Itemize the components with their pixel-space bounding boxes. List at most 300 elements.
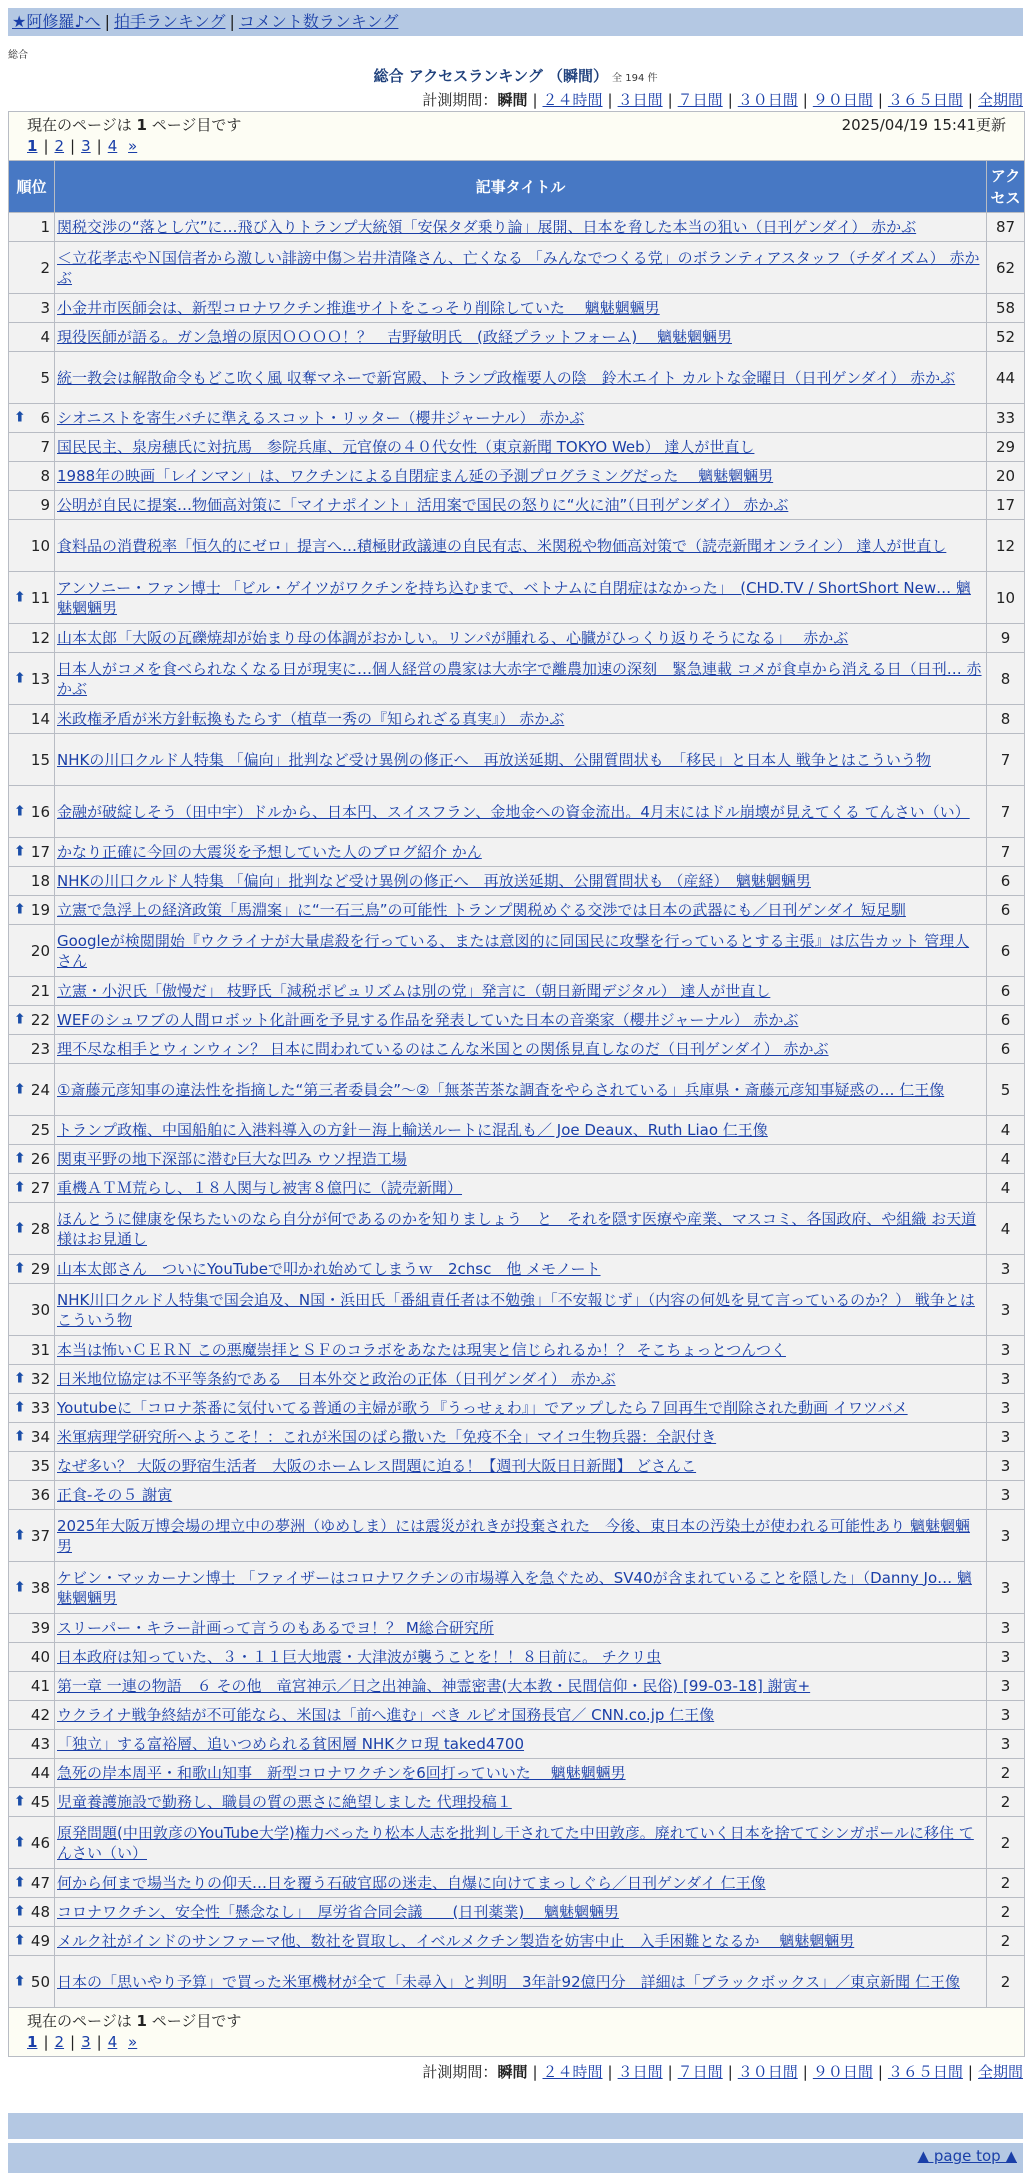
table-row: [9, 1064, 1025, 1116]
table-row: [9, 1116, 1025, 1145]
period-separator: |: [607, 91, 613, 109]
rank-number: 42: [30, 1706, 50, 1724]
current-page-number: 1: [136, 2012, 147, 2030]
rank-number: 2: [40, 258, 50, 277]
rank-cell: [9, 1255, 55, 1284]
article-link[interactable]: 関東平野の地下深部に潜む巨大な凹み ウソ捏造工場: [57, 1150, 407, 1168]
period-separator: |: [727, 91, 733, 109]
period-link-2[interactable]: ３日間: [617, 2063, 663, 2081]
title-cell: [55, 734, 987, 786]
title-cell: [55, 1701, 987, 1730]
article-link[interactable]: Youtubeに「コロナ茶番に気付いてる普通の主婦が歌う『うっせぇわ』」でアップしたら７回再生で削除された動画 イワツバメ: [57, 1399, 908, 1417]
table-row: [9, 1898, 1025, 1927]
article-link[interactable]: アンソニー・ファン博士 「ビル・ゲイツがワクチンを持ち込むまで、ベトナムに自閉症はなかった」 (CHD.TV / ShortShort New… 魑魅魍魎男: [57, 578, 971, 617]
rank-number: 9: [40, 496, 50, 514]
table-row: [9, 838, 1025, 867]
title-cell: [55, 1481, 987, 1510]
rank-up-arrow-icon: ⬆: [14, 670, 26, 687]
rank-number: 3: [40, 299, 50, 317]
page-separator: |: [43, 2033, 49, 2051]
article-link[interactable]: 原発問題(中田敦彦のYouTube大学)権力べったり松本人志を批判し干されてた中田敦彦。廃れていく日本を捨ててシンガポールに移住 てんさい（い）: [57, 1823, 974, 1862]
ranking-table: [8, 111, 1025, 2057]
title-cell: [55, 1394, 987, 1423]
article-link[interactable]: ①斎藤元彦知事の違法性を指摘した“第三者委員会”～②「無茶苦茶な調査をやらされている」兵庫県・斎藤元彦知事疑惑の… 仁王像: [57, 1080, 945, 1099]
rank-number: 44: [30, 1764, 50, 1782]
updated-timestamp: 2025/04/19 15:41更新: [841, 116, 1007, 134]
rank-cell: [9, 925, 55, 977]
title-cell: [55, 1956, 987, 2008]
rank-number: 7: [40, 438, 50, 456]
period-label: 計測期間：: [422, 2063, 498, 2081]
rank-number: 48: [30, 1903, 50, 1921]
page-link-2[interactable]: 2: [54, 2033, 65, 2051]
period-link-5[interactable]: ９０日間: [812, 91, 873, 109]
rank-number: 20: [30, 941, 50, 960]
rank-cell: [9, 1701, 55, 1730]
page-links-top: [27, 136, 1006, 158]
table-row: [9, 1203, 1025, 1255]
title-cell: [55, 867, 987, 896]
title-cell: [55, 433, 987, 462]
rank-number: 24: [30, 1080, 50, 1099]
page-link-3[interactable]: 3: [81, 2033, 91, 2051]
article-link[interactable]: 国民民主、泉房穂氏に対抗馬 参院兵庫、元官僚の４０代女性（東京新聞 TOKYO Web） 達人が世直し: [57, 438, 755, 456]
access-count: 3: [987, 1672, 1025, 1701]
rank-cell: [9, 786, 55, 838]
rank-up-arrow-icon: ⬆: [14, 1973, 26, 1990]
page-link-3[interactable]: 3: [81, 137, 91, 155]
period-link-3[interactable]: ７日間: [677, 91, 723, 109]
table-row: [9, 462, 1025, 491]
rank-number: 39: [30, 1619, 50, 1637]
title-cell: [55, 1365, 987, 1394]
period-link-1[interactable]: ２４時間: [542, 91, 603, 109]
table-row: [9, 213, 1025, 242]
article-link[interactable]: 理不尽な相手とウィンウィン？ 日本に問われているのはこんな米国との関係見直しなのだ（日刊ゲンダイ） 赤かぶ: [57, 1040, 829, 1058]
table-row: [9, 491, 1025, 520]
table-row: [9, 1869, 1025, 1898]
article-link[interactable]: 米政権矛盾が米方針転換もたらす（植草一秀の『知られざる真実』） 赤かぶ: [57, 710, 565, 728]
article-link[interactable]: 第一章 一連の物語 ６ その他 竜宮神示／日之出神論、神霊密書(大本教・民間信仰・民俗) [99-03-18] 謝寅+: [57, 1677, 811, 1695]
access-count: 3: [987, 1643, 1025, 1672]
title-cell: [55, 1759, 987, 1788]
article-link[interactable]: 統一教会は解散命令もどこ吹く風 収奪マネーで新宮殿、トランプ政権要人の陰 鈴木エイト カルトな金曜日（日刊ゲンダイ） 赤かぶ: [57, 368, 956, 387]
title-cell: [55, 1730, 987, 1759]
rank-number: 50: [30, 1972, 50, 1991]
rank-up-arrow-icon: ⬆: [14, 1370, 26, 1387]
table-row: [9, 242, 1025, 294]
article-link[interactable]: 何から何まで場当たりの仰天…日を覆う石破官邸の迷走、自爆に向けてまっしぐら／日刊ゲンダイ 仁王像: [57, 1874, 766, 1892]
rank-up-arrow-icon: ⬆: [14, 1932, 26, 1949]
period-link-6[interactable]: ３６５日間: [887, 91, 963, 109]
rank-cell: [9, 1336, 55, 1365]
header-rank: 順位: [9, 161, 55, 213]
page-link-4[interactable]: 4: [107, 137, 118, 155]
access-count: 9: [987, 624, 1025, 653]
rank-cell: [9, 653, 55, 705]
period-selector-top: [0, 89, 1023, 111]
access-count: 2: [987, 1788, 1025, 1817]
table-row: [9, 1284, 1025, 1336]
article-link[interactable]: メルク社がインドのサンファーマ他、数社を買取し、イベルメクチン製造を妨害中止 入手困難となるか 魑魅魍魎男: [57, 1932, 855, 1950]
article-link[interactable]: 山本太郎「大阪の瓦礫焼却が始まり母の体調がおかしい。リンパが腫れる、心臓がひっくり返りそうになる」 赤かぶ: [57, 629, 849, 647]
article-link[interactable]: ケビン・マッカーナン博士 「ファイザーはコロナワクチンの市場導入を急ぐため、SV40が含まれていることを隠した」（Danny Jo… 魑魅魍魎男: [57, 1568, 972, 1607]
page-link-1[interactable]: 1: [27, 2033, 38, 2051]
access-count: 6: [987, 977, 1025, 1006]
table-row: [9, 1614, 1025, 1643]
period-separator: |: [532, 2063, 538, 2081]
period-link-7[interactable]: 全期間: [977, 91, 1023, 109]
period-separator: |: [877, 2063, 883, 2081]
rank-up-arrow-icon: ⬆: [14, 1399, 26, 1416]
access-count: 33: [987, 404, 1025, 433]
article-link[interactable]: 「独立」する富裕層、追いつめられる貧困層 NHKクロ現 taked4700: [57, 1735, 525, 1753]
access-count: 6: [987, 896, 1025, 925]
table-row: [9, 1788, 1025, 1817]
access-count: 52: [987, 323, 1025, 352]
article-link[interactable]: ほんとうに健康を保ちたいのなら自分が何であるのかを知りましょう と それを隠す医療や産業、マスコミ、各国政府、や組織 お天道様はお見通し: [57, 1209, 977, 1248]
rank-up-arrow-icon: ⬆: [14, 1011, 26, 1028]
article-link[interactable]: 金融が破綻しそう（田中宇）ドルから、日本円、スイスフラン、金地金への資金流出。4月末にはドル崩壊が見えてくる てんさい（い）: [57, 802, 970, 821]
table-row: [9, 433, 1025, 462]
current-page-text: 現在のページは 1 ページ目です: [27, 116, 242, 134]
access-count: 3: [987, 1614, 1025, 1643]
access-count: 3: [987, 1701, 1025, 1730]
table-row: [9, 520, 1025, 572]
title-cell: [55, 1035, 987, 1064]
article-link[interactable]: 児童養護施設で勤務し、職員の質の悪さに絶望しました 代理投稿１: [57, 1793, 512, 1811]
article-link[interactable]: 現役医師が語る。ガン急増の原因ＯＯＯＯ！？ 吉野敏明氏 (政経プラットフォーム) 魑魅魍魎男: [57, 328, 732, 346]
title-cell: [55, 1006, 987, 1035]
page-separator: |: [96, 2033, 102, 2051]
table-row: [9, 404, 1025, 433]
page-spacer: [117, 2033, 122, 2051]
title-cell: [55, 1452, 987, 1481]
table-row: [9, 1956, 1025, 2008]
table-row: [9, 1730, 1025, 1759]
article-link[interactable]: WEFのシュワブの人間ロボット化計画を予見する作品を発表していた日本の音楽家（櫻井ジャーナル） 赤かぶ: [57, 1011, 799, 1029]
article-link[interactable]: 日本政府は知っていた、３・１１巨大地震・大津波が襲うことを！！８日前に。 チクリ虫: [57, 1648, 662, 1666]
period-link-3[interactable]: ７日間: [677, 2063, 723, 2081]
article-link[interactable]: 小金井市医師会は、新型コロナワクチン推進サイトをこっそり削除していた 魑魅魍魎男: [57, 299, 660, 317]
rank-number: 33: [30, 1399, 50, 1417]
table-row: [9, 624, 1025, 653]
rank-up-arrow-icon: ⬆: [14, 901, 26, 918]
article-link[interactable]: NHKの川口クルド人特集 「偏向」批判など受け異例の修正へ 再放送延期、公開質問状も （産経） 魑魅魍魎男: [57, 872, 811, 890]
title-cell: [55, 1927, 987, 1956]
title-cell: [55, 1869, 987, 1898]
rank-number: 14: [30, 710, 50, 728]
rank-cell: [9, 1643, 55, 1672]
table-row: [9, 352, 1025, 404]
title-cell: [55, 520, 987, 572]
article-link[interactable]: 日米地位協定は不平等条約である 日本外交と政治の正体（日刊ゲンダイ） 赤かぶ: [57, 1370, 616, 1388]
rank-up-arrow-icon: ⬆: [14, 1579, 26, 1596]
period-separator: |: [967, 2063, 973, 2081]
next-page-link[interactable]: »: [128, 2033, 138, 2051]
rank-up-arrow-icon: ⬆: [14, 1834, 26, 1851]
page-separator: |: [70, 2033, 76, 2051]
title-cell: [55, 1423, 987, 1452]
rank-cell: [9, 1145, 55, 1174]
current-page-text: [27, 2010, 241, 2032]
period-link-6[interactable]: ３６５日間: [887, 2063, 963, 2081]
rank-number: 32: [30, 1370, 50, 1388]
article-link[interactable]: かなり正確に今回の大震災を予想していた人のブログ紹介 かん: [57, 843, 482, 861]
table-row: [9, 1643, 1025, 1672]
page-links-bottom: [27, 2032, 1006, 2054]
title-cell: [55, 1255, 987, 1284]
rank-up-arrow-icon: ⬆: [14, 409, 26, 426]
nav-separator: |: [104, 12, 110, 31]
period-current: 瞬間: [497, 2063, 528, 2081]
period-current: 瞬間: [497, 91, 528, 109]
article-link[interactable]: スリーパー・キラー計画って言うのもあるでヨ！？ M総合研究所: [57, 1619, 494, 1637]
article-link[interactable]: 急死の岸本周平・和歌山知事 新型コロナワクチンを6回打っていいた 魑魅魍魎男: [57, 1764, 626, 1782]
current-page-prefix: 現在のページは: [27, 2012, 137, 2030]
table-row: [9, 1510, 1025, 1562]
rank-up-arrow-icon: ⬆: [14, 1527, 26, 1544]
rank-cell: [9, 433, 55, 462]
article-link[interactable]: 立憲で急浮上の経済政策「馬淵案」に“一石三鳥”の可能性 トランプ関税めぐる交渉では日本の武器にも／日刊ゲンダイ 短足馴: [57, 901, 906, 919]
rank-cell: [9, 624, 55, 653]
rank-cell: [9, 1284, 55, 1336]
article-link[interactable]: 関税交渉の“落とし穴”に…飛び入りトランプ大統領「安保タダ乗り論」展開、日本を脅した本当の狙い（日刊ゲンダイ） 赤かぶ: [57, 218, 917, 236]
rank-number: 8: [40, 467, 50, 485]
access-count: 6: [987, 1006, 1025, 1035]
rank-number: 15: [30, 750, 50, 769]
rank-number: 45: [30, 1793, 50, 1811]
article-link[interactable]: シオニストを寄生バチに準えるスコット・リッター（櫻井ジャーナル） 赤かぶ: [57, 409, 585, 427]
title-cell: [55, 1116, 987, 1145]
article-link[interactable]: 公明が自民に提案…物価高対策に「マイナポイント」活用案で国民の怒りに“火に油”（日刊ゲンダイ） 赤かぶ: [57, 496, 789, 514]
rank-number: 6: [40, 409, 50, 427]
current-page-suffix: ページ目です: [146, 2012, 242, 2030]
table-row: [9, 734, 1025, 786]
title-cell: [55, 491, 987, 520]
period-link-4[interactable]: ３０日間: [737, 91, 798, 109]
access-count: 12: [987, 520, 1025, 572]
title-cell: [55, 1817, 987, 1869]
rank-number: 43: [30, 1735, 50, 1753]
table-row: [9, 1927, 1025, 1956]
title-cell: [55, 838, 987, 867]
period-separator: |: [802, 2063, 808, 2081]
access-count: 2: [987, 1927, 1025, 1956]
rank-cell: [9, 1956, 55, 2008]
rank-cell: [9, 1898, 55, 1927]
article-link[interactable]: 本当は怖いＣＥＲＮ この悪魔崇拝とＳＦのコラボをあなたは現実と信じられるか！？ そこちょっとつんつく: [57, 1341, 786, 1359]
page-link-1[interactable]: 1: [27, 137, 38, 155]
page-top-link[interactable]: ▲ page top ▲: [917, 2147, 1017, 2165]
access-count: 2: [987, 1759, 1025, 1788]
period-separator: |: [532, 91, 538, 109]
rank-cell: [9, 1510, 55, 1562]
table-row: [9, 1481, 1025, 1510]
rank-cell: [9, 294, 55, 323]
rank-cell: [9, 1394, 55, 1423]
access-count: 3: [987, 1336, 1025, 1365]
rank-cell: [9, 896, 55, 925]
rank-cell: [9, 838, 55, 867]
rank-up-arrow-icon: ⬆: [14, 1220, 26, 1237]
article-link[interactable]: 日本人がコメを食べられなくなる日が現実に…個人経営の農家は大赤字で離農加速の深刻 緊急連載 コメが食卓から消える日（日刊… 赤かぶ: [57, 659, 982, 698]
article-link[interactable]: NHKの川口クルド人特集 「偏向」批判など受け異例の修正へ 再放送延期、公開質問状も 「移民」と日本人 戦争とはこういう物: [57, 750, 931, 769]
rank-number: 16: [30, 802, 50, 821]
article-link[interactable]: 1988年の映画「レインマン」は、ワクチンによる自閉症まん延の予測プログラミングだった 魑魅魍魎男: [57, 467, 774, 485]
article-link[interactable]: 立憲・小沢氏「傲慢だ」 枝野氏「減税ポピュリズムは別の党」発言に（朝日新聞デジタル） 達人が世直し: [57, 982, 771, 1000]
header-title: 記事タイトル: [55, 161, 987, 213]
title-cell: [55, 624, 987, 653]
rank-cell: [9, 977, 55, 1006]
title-cell: [55, 1643, 987, 1672]
access-count: 3: [987, 1255, 1025, 1284]
rank-number: 28: [30, 1219, 50, 1238]
article-link[interactable]: 正食-その５ 謝寅: [57, 1486, 173, 1504]
rank-number: 49: [30, 1932, 50, 1950]
article-link[interactable]: ウクライナ戦争終結が不可能なら、米国は「前へ進む」べき ルビオ国務長官／ CNN.co.jp 仁王像: [57, 1706, 715, 1724]
article-link[interactable]: 山本太郎さん ついにYouTubeで叩かれ始めてしまうｗ 2chsc 他 メモノート: [57, 1260, 601, 1278]
article-link[interactable]: 日本の「思いやり予算」で買った米軍機材が全て「未尋入」と判明 3年計92億円分 詳細は「ブラックボックス」／東京新聞 仁王像: [57, 1972, 960, 1991]
access-count: 4: [987, 1116, 1025, 1145]
article-link[interactable]: NHK川口クルド人特集で国会追及、N国・浜田氏「番組責任者は不勉強」「不安報じず」（内容の何処を見て言っているのか？） 戦争とはこういう物: [57, 1290, 975, 1329]
clap-ranking-link[interactable]: 拍手ランキング: [113, 12, 226, 31]
title-cell: [55, 1145, 987, 1174]
period-link-4[interactable]: ３０日間: [737, 2063, 798, 2081]
rank-up-arrow-icon: ⬆: [14, 843, 26, 860]
period-link-5[interactable]: ９０日間: [812, 2063, 873, 2081]
home-link[interactable]: ★阿修羅♪へ: [12, 12, 101, 31]
rank-cell: [9, 404, 55, 433]
page-link-2[interactable]: 2: [54, 137, 65, 155]
pager-top: [9, 112, 1025, 161]
rank-number: 40: [30, 1648, 50, 1666]
table-row: [9, 1336, 1025, 1365]
title-cell: [55, 705, 987, 734]
rank-number: 26: [30, 1150, 50, 1168]
rank-number: 21: [30, 982, 50, 1000]
article-link[interactable]: トランプ政権、中国船舶に入港料導入の方針－海上輸送ルートに混乱も／ Joe Deaux、Ruth Liao 仁王像: [57, 1121, 768, 1139]
table-row: [9, 1452, 1025, 1481]
table-row: [9, 896, 1025, 925]
page-separator: |: [96, 137, 102, 155]
rank-cell: [9, 1788, 55, 1817]
rank-cell: [9, 1365, 55, 1394]
rank-number: 38: [30, 1578, 50, 1597]
article-link[interactable]: 米軍病理学研究所へようこそ！：これが米国のばら撒いた「免疫不全」マイコ生物兵器：全訳付き: [57, 1428, 717, 1446]
rank-cell: [9, 572, 55, 624]
table-row: [9, 653, 1025, 705]
rank-cell: [9, 1672, 55, 1701]
rank-up-arrow-icon: ⬆: [14, 803, 26, 820]
rank-cell: [9, 1759, 55, 1788]
title-cell: [55, 404, 987, 433]
rank-cell: [9, 462, 55, 491]
access-count: 3: [987, 1562, 1025, 1614]
title-cell: [55, 653, 987, 705]
rank-cell: [9, 323, 55, 352]
rank-number: 27: [30, 1179, 50, 1197]
title-cell: [55, 896, 987, 925]
rank-number: 41: [30, 1677, 50, 1695]
rank-up-arrow-icon: ⬆: [14, 1150, 26, 1167]
page-title: [0, 65, 1031, 85]
top-nav: [8, 8, 1023, 36]
rank-number: 34: [30, 1428, 50, 1446]
title-cell: [55, 1336, 987, 1365]
rank-cell: [9, 1423, 55, 1452]
article-link[interactable]: なぜ多い？ 大阪の野宿生活者 大阪のホームレス問題に迫る！【週刊大阪日日新聞】 どさんこ: [57, 1457, 697, 1475]
access-count: 4: [987, 1145, 1025, 1174]
page-separator: |: [70, 137, 76, 155]
rank-cell: [9, 705, 55, 734]
rank-number: 17: [30, 843, 50, 861]
title-cell: [55, 1614, 987, 1643]
rank-number: 46: [30, 1833, 50, 1852]
table-row: [9, 1145, 1025, 1174]
rank-number: 5: [40, 368, 50, 387]
article-link[interactable]: コロナワクチン、安全性「懸念なし」 厚労省合同会議 (日刊薬業) 魑魅魍魎男: [57, 1903, 620, 1921]
title-cell: [55, 242, 987, 294]
page-spacer: [117, 137, 122, 155]
footer-pagetop-bar: [8, 2143, 1023, 2173]
table-row: [9, 1035, 1025, 1064]
table-row: [9, 1672, 1025, 1701]
table-row: [9, 1562, 1025, 1614]
table-row: [9, 1423, 1025, 1452]
title-cell: [55, 786, 987, 838]
title-cell: [55, 572, 987, 624]
title-cell: [55, 294, 987, 323]
comment-ranking-link[interactable]: コメント数ランキング: [238, 12, 399, 31]
table-row: [9, 294, 1025, 323]
rank-number: 37: [30, 1526, 50, 1545]
table-row: [9, 1759, 1025, 1788]
period-separator: |: [967, 91, 973, 109]
period-link-7[interactable]: 全期間: [977, 2063, 1023, 2081]
next-page-link[interactable]: »: [128, 137, 138, 155]
article-link[interactable]: 重機ＡＴＭ荒らし、１８人関与し被害８億円に（読売新聞）: [57, 1179, 463, 1197]
article-link[interactable]: 2025年大阪万博会場の埋立中の夢洲（ゆめしま）には震災がれきが投棄された 今後、東日本の汚染土が使われる可能性あり 魑魅魍魎男: [57, 1516, 970, 1555]
rank-cell: [9, 520, 55, 572]
access-count: 62: [987, 242, 1025, 294]
access-count: 4: [987, 1203, 1025, 1255]
access-count: 7: [987, 786, 1025, 838]
access-count: 8: [987, 705, 1025, 734]
article-link[interactable]: ＜立花孝志やＮ国信者から激しい誹謗中傷＞岩井清隆さん、亡くなる 「みんなでつくる党」のボランティアスタッフ（チダイズム） 赤かぶ: [57, 248, 980, 287]
access-count: 3: [987, 1481, 1025, 1510]
article-link[interactable]: 食料品の消費税率「恒久的にゼロ」提言へ…積極財政議連の自民有志、米関税や物価高対策で（読売新聞オンライン） 達人が世直し: [57, 536, 947, 555]
period-separator: |: [667, 91, 673, 109]
page-separator: |: [43, 137, 49, 155]
rank-number: 23: [30, 1040, 50, 1058]
title-cell: [55, 1203, 987, 1255]
article-link[interactable]: Googleが検閲開始『ウクライナが大量虐殺を行っている、または意図的に同国民に攻撃を行っているとする主張』は広告カット 管理人さん: [57, 931, 970, 970]
period-link-2[interactable]: ３日間: [617, 91, 663, 109]
rank-number: 25: [30, 1121, 50, 1139]
access-count: 20: [987, 462, 1025, 491]
access-count: 3: [987, 1365, 1025, 1394]
access-count: 87: [987, 213, 1025, 242]
rank-number: 10: [30, 536, 50, 555]
pager-top-row: [9, 112, 1025, 161]
period-link-1[interactable]: ２４時間: [542, 2063, 603, 2081]
table-row: [9, 977, 1025, 1006]
nav-separator: |: [229, 12, 235, 31]
access-count: 3: [987, 1423, 1025, 1452]
table-row: [9, 1817, 1025, 1869]
page-link-4[interactable]: 4: [107, 2033, 118, 2051]
